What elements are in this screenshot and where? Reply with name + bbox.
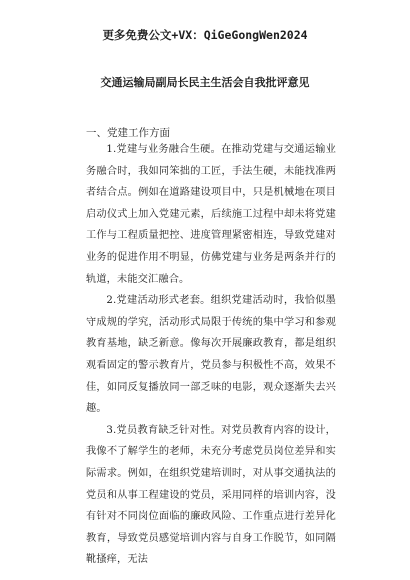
paragraph-1: 1.党建与业务融合生硬。在推动党建与交通运输业务融合时，我如同笨拙的工匠，手法生硬，未能找准两者结合点。例如在道路建设项目中，只是机械地在项目启动仪式上加入党建元素，后续施工过程中却未将党建工作与工程质量把控、进度管理紧密相连，导致党建对业务的促进作用不明显，仿佛党建与业务是两条并行的轨道，未能交汇融合。 xyxy=(86,144,336,285)
document-body xyxy=(86,139,336,571)
watermark-header: 更多免费公文+VX：QiGeGongWen2024 xyxy=(102,28,308,42)
paragraph-3: 3.党员教育缺乏针对性。对党员教育内容的设计，我像不了解学生的老师，未充分考虑党员岗位差异和实际需求。例如，在组织党建培训时，对从事交通执法的党员和从事工程建设的党员，采用同样的培训内容，没有针对不同岗位面临的廉政风险、工作重点进行差异化教育，导致党员感觉培训内容与自身工作脱节，如同隔靴搔痒，无法 xyxy=(86,424,336,566)
section-heading: 一、党建工作方面 xyxy=(86,127,170,139)
document-title: 交通运输局副局长民主生活会自我批评意见 xyxy=(100,76,310,89)
paragraph-2: 2.党建活动形式老套。组织党建活动时，我恰似墨守成规的学究，活动形式局限于传统的集中学习和参观教育基地，缺乏新意。像每次开展廉政教育，都是组织观看固定的警示教育片，党员参与积极性不高，效果不佳，如同反复播放同一部乏味的电影，观众逐渐失去兴趣。 xyxy=(86,295,336,415)
